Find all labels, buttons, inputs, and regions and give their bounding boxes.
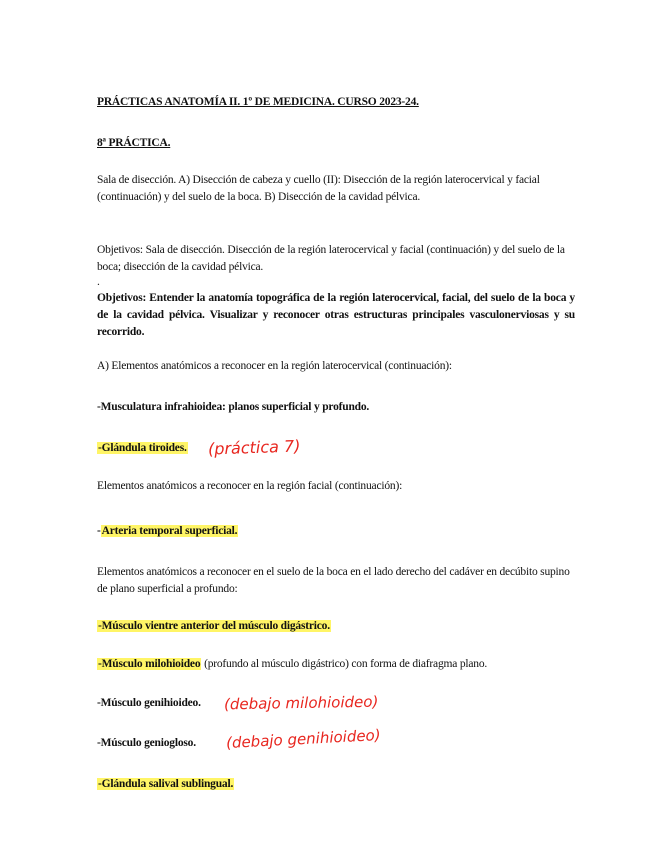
item-arteria-temporal: -Arteria temporal superficial.: [97, 525, 238, 537]
handwritten-annotation-tiroides: (práctica 7): [207, 436, 301, 459]
document-title: PRÁCTICAS ANATOMÍA II. 1º DE MEDICINA. CURSO 2023-24.: [97, 96, 419, 108]
item-sublingual: [97, 778, 234, 790]
handwritten-annotation-genihioideo: (debajo milohioideo): [223, 692, 379, 714]
section-a-heading: A) Elementos anatómicos a reconocer en la región laterocervical (continuación):: [97, 360, 452, 372]
section-suelo-boca-heading: Elementos anatómicos a reconocer en el suelo de la boca en el lado derecho del cadáver en decúbito supino de plano superficial a profundo:: [97, 566, 570, 595]
objectives-paragraph-1: Objetivos: Sala de disección. Disección de la región laterocervical y facial (continuación) y del suelo de la boca; disección de la cavidad pélvica.: [97, 244, 565, 273]
handwritten-annotation-geniogloso: (debajo genihioideo): [225, 725, 382, 753]
item-digastrico: [97, 620, 331, 632]
practice-label: 8ª PRÁCTICA.: [97, 137, 171, 149]
item-milohioideo: -Músculo milohioideo (profundo al músculo digástrico) con forma de diafragma plano.: [98, 658, 488, 670]
item-genihioideo: -Músculo genihioideo.: [97, 697, 201, 709]
highlight-arteria: Arteria temporal superficial.: [101, 525, 238, 537]
highlight-sublingual: -Glándula salival sublingual.: [98, 778, 234, 790]
highlight-milohioideo: -Músculo milohioideo: [98, 658, 201, 670]
highlight-digastrico: -Músculo vientre anterior del músculo digástrico.: [98, 620, 330, 632]
item-geniogloso: -Músculo geniogloso.: [97, 737, 196, 749]
highlight-tiroides: -Glándula tiroides.: [98, 442, 187, 454]
intro-paragraph: Sala de disección. A) Disección de cabeza y cuello (II): Disección de la región laterocervical y facial (continuación) y del suelo de la boca. B) Disección de la cavidad pélvica.: [97, 174, 540, 203]
item-musculatura-infrahioidea: -Musculatura infrahioidea: planos superficial y profundo.: [97, 401, 370, 413]
stray-dot: .: [97, 276, 100, 288]
section-facial-heading: Elementos anatómicos a reconocer en la región facial (continuación):: [97, 480, 403, 492]
item-glandula-tiroides: [97, 442, 188, 454]
objectives-paragraph-2: Objetivos: Entender la anatomía topográfica de la región laterocervical, facial, del suelo de la boca y de la cavidad pélvica. Visualizar y reconocer otras estructuras principales vasculonerviosas y su recorrido.: [97, 292, 575, 338]
